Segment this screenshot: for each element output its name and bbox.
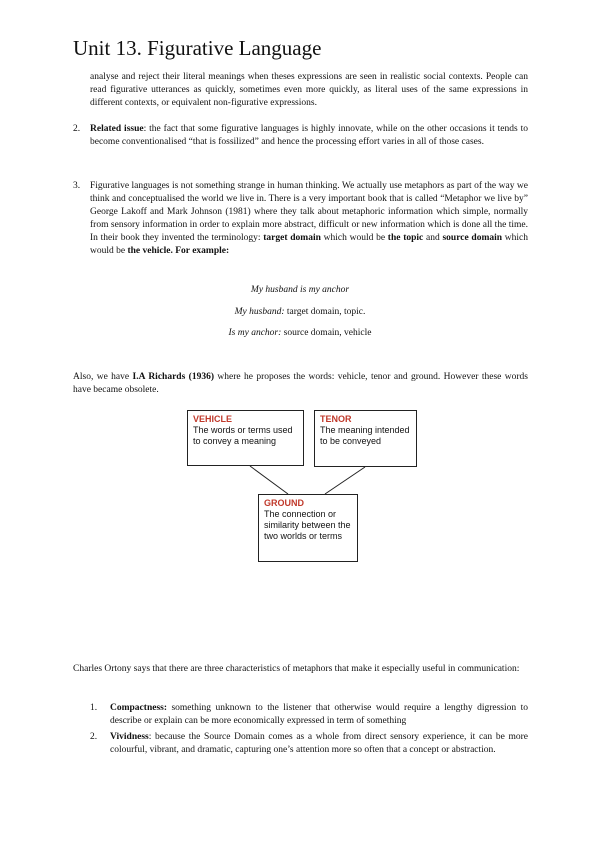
richards-paragraph: Also, we have I.A Richards (1936) where he proposes the words: vehicle, tenor and ground. However these words have became obsolete.	[73, 372, 528, 395]
ortony-paragraph: Charles Ortony says that there are three characteristics of metaphors that make it especially useful in communication:	[73, 664, 520, 674]
example-line-1: My husband is my anchor	[250, 285, 350, 295]
example-line-3: Is my anchor: source domain, vehicle	[228, 328, 372, 338]
item-2-number: 2.	[73, 124, 81, 134]
vehicle-description: The words or terms used to convey a meaning	[193, 425, 293, 446]
characteristic-1-number: 1.	[90, 703, 98, 713]
vehicle-box	[187, 410, 304, 466]
tenor-label: TENOR	[320, 414, 352, 424]
item-3-text2: which would be	[320, 233, 388, 243]
item-3-text3: and	[423, 233, 443, 243]
characteristic-1: Compactness: something unknown to the listener that otherwise would require a lengthy digression to describe or explain can be more economically expressed in term of something	[110, 703, 528, 726]
tenor-description: The meaning intended to be conveyed	[320, 425, 410, 446]
richards-bold: I.A Richards (1936)	[132, 372, 214, 382]
ground-description: The connection or similarity between the two worlds or terms	[264, 509, 351, 541]
characteristic-2-number: 2.	[90, 732, 98, 742]
characteristic-1-bold: Compactness:	[110, 703, 167, 713]
item-3-text4: which would be	[90, 233, 529, 256]
item-3-bold2: the topic	[387, 233, 424, 243]
item-3-bold1: target domain	[263, 233, 321, 243]
ground-label: GROUND	[264, 498, 304, 508]
example-line-2: My husband: target domain, topic.	[234, 307, 366, 317]
intro-paragraph: analyse and reject their literal meanings when theses expressions are seen in realistic social contexts. People can read figurative utterances as quickly, sometimes even more quickly, as literal uses of the same expressions in different contexts, or equivalent non-figurative expressions.	[90, 72, 528, 108]
item-3-bold3: source domain	[442, 233, 503, 243]
tenor-box	[314, 410, 417, 467]
item-2-bold: Related issue	[90, 124, 144, 134]
item-3-number: 3.	[73, 181, 81, 191]
ground-box	[258, 494, 358, 562]
tenor-ground-connector	[325, 467, 365, 494]
item-3-text1: Figurative languages is not something strange in human thinking. We actually use metaphors as part of the way we think and conceptualised the world we live in. There is a very important book that is called “Metaphor we live by” George Lakoff and Mark Johnson (1981) where they talk about metaphoric information which simple, normally from sensory information in order to explain more abstract, difficult or new information which is done all the time. In their book they invented the terminology:	[90, 181, 528, 243]
characteristic-2: Vividness: because the Source Domain comes as a whole from direct sensory experience, it can be more colourful, vibrant, and dramatic, capturing one’s attention more so often that a concept or abstraction.	[110, 732, 528, 755]
item-2-text: : the fact that some figurative languages is highly innovate, while on the other occasions it tends to become conventionalised “that is fossilized” and hence the processing effort varies in all of those cases.	[90, 124, 528, 147]
item-3-bold4: the vehicle. For example:	[127, 246, 230, 256]
vehicle-ground-connector	[250, 466, 288, 494]
characteristic-2-bold: Vividness	[110, 732, 149, 742]
vehicle-label: VEHICLE	[193, 414, 233, 424]
page-title: Unit 13. Figurative Language	[73, 36, 322, 60]
